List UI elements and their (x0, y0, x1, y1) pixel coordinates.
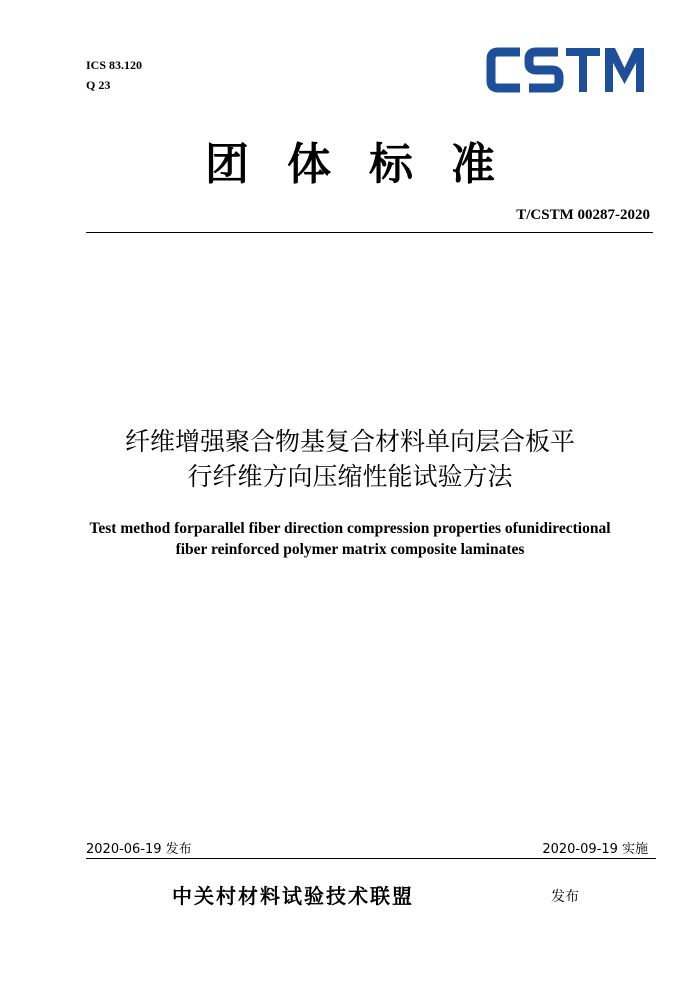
ics-code: ICS 83.120 (86, 58, 143, 72)
cstm-logo (486, 46, 648, 94)
logo-letter-c (491, 52, 520, 88)
ccs-code: Q 23 (86, 78, 111, 92)
english-title-line: Test method forparallel fiber direction compression properties ofunidirectional (89, 520, 611, 537)
chinese-title-line: 行纤维方向压缩性能试验方法 (187, 462, 513, 491)
standard-number: T/CSTM 00287-2020 (516, 207, 650, 223)
chinese-title-line: 纤维增强聚合物基复合材料单向层合板平 (124, 427, 575, 456)
publish-label: 发布 (551, 889, 579, 905)
chinese-title (60, 424, 640, 494)
header-title: 团体标准 (205, 139, 533, 190)
english-title-line: fiber reinforced polymer matrix composite laminates (175, 541, 525, 558)
classification-codes (86, 55, 142, 95)
publisher-name: 中关村材料试验技术联盟 (172, 884, 414, 908)
issue-date: 2020-06-19 发布 (86, 842, 192, 857)
implementation-date: 2020-09-19 实施 (542, 842, 648, 857)
logo-letter-t (566, 48, 600, 92)
header-divider (86, 232, 653, 233)
footer-divider (86, 858, 656, 859)
logo-letter-s (529, 52, 559, 88)
english-title (60, 518, 640, 560)
logo-letter-m (605, 48, 644, 92)
